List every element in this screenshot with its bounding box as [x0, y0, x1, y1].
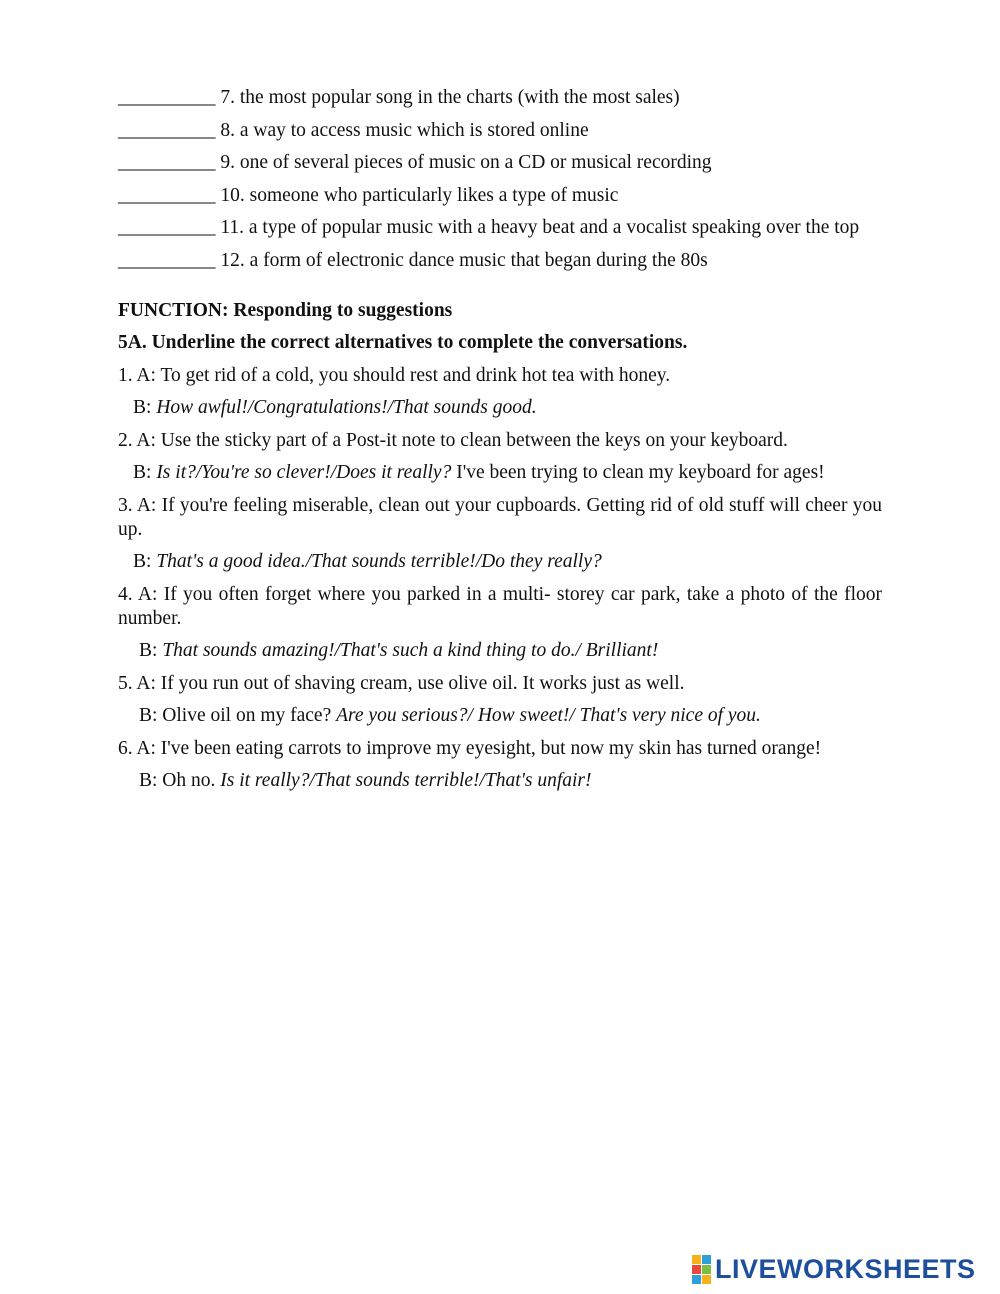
logo-blocks-icon [692, 1255, 711, 1284]
b-prefix: B: [139, 640, 163, 661]
logo-block [702, 1265, 711, 1274]
function-heading: FUNCTION: Responding to suggestions [118, 299, 453, 321]
conversation-5-b [118, 704, 882, 728]
conversation-4-a: 4. A: If you often forget where you parked in a multi- storey car park, take a photo of the floor number. [118, 583, 882, 629]
conversation-2-b [118, 461, 882, 485]
answer-blank[interactable]: __________ [118, 217, 216, 238]
conversation-5-a: 5. A: If you run out of shaving cream, use olive oil. It works just as well. [118, 672, 685, 694]
vocab-item-text: 7. the most popular song in the charts (with the most sales) [215, 87, 680, 108]
conversation-list [118, 364, 882, 794]
answer-options[interactable]: That's a good idea./That sounds terrible!/Do they really? [156, 551, 602, 572]
b-prefix: B: Oh no. [139, 770, 221, 791]
logo-block [692, 1255, 701, 1264]
vocab-list [118, 86, 882, 273]
conversation-6-b [118, 769, 882, 793]
logo-block [702, 1255, 711, 1264]
b-prefix: B: [133, 462, 157, 483]
logo-block [692, 1275, 701, 1284]
logo-text: LIVEWORKSHEETS [715, 1254, 976, 1284]
answer-blank[interactable]: __________ [118, 119, 216, 141]
answer-options[interactable]: How awful!/Congratulations!/That sounds good. [156, 397, 537, 418]
b-suffix: I've been trying to clean my keyboard for ages! [451, 462, 825, 483]
answer-blank[interactable]: __________ [118, 184, 216, 206]
answer-options[interactable]: Is it really?/That sounds terrible!/That's unfair! [220, 770, 592, 791]
answer-blank[interactable]: __________ [118, 152, 216, 173]
vocab-item-text: 9. one of several pieces of music on a CD or musical recording [215, 152, 712, 173]
vocab-item-8 [118, 119, 882, 143]
answer-options[interactable]: That sounds amazing!/That's such a kind thing to do./ Brilliant! [162, 640, 659, 661]
exercise-heading: 5A. Underline the correct alternatives to complete the conversations. [118, 332, 688, 353]
answer-options[interactable]: Are you serious?/ How sweet!/ That's very nice of you. [336, 705, 761, 726]
answer-options[interactable]: Is it?/You're so clever!/Does it really? [156, 462, 452, 483]
liveworksheets-logo [692, 1254, 992, 1284]
logo-block [692, 1265, 701, 1274]
answer-blank[interactable]: __________ [118, 87, 216, 108]
vocab-item-text: 10. someone who particularly likes a type of music [215, 184, 619, 206]
section-spacer [118, 273, 882, 299]
b-prefix: B: Olive oil on my face? [139, 705, 337, 726]
conversation-6-a: 6. A: I've been eating carrots to improve my eyesight, but now my skin has turned orange! [118, 737, 822, 759]
vocab-item-text: 11. a type of popular music with a heavy beat and a vocalist speaking over the top [215, 217, 860, 238]
logo-block [702, 1275, 711, 1284]
vocab-item-12 [118, 249, 882, 273]
vocab-item-7 [118, 86, 882, 110]
vocab-item-text: 12. a form of electronic dance music that began during the 80s [215, 249, 708, 271]
answer-blank[interactable]: __________ [118, 249, 216, 271]
conversation-4-b [118, 639, 882, 663]
conversation-2-a: 2. A: Use the sticky part of a Post-it note to clean between the keys on your keyboard. [118, 429, 788, 451]
conversation-1-a: 1. A: To get rid of a cold, you should rest and drink hot tea with honey. [118, 364, 671, 386]
conversation-1-b [118, 396, 882, 420]
conversation-3-a: 3. A: If you're feeling miserable, clean out your cupboards. Getting rid of old stuff will cheer you up. [118, 494, 882, 540]
vocab-item-11 [118, 216, 882, 240]
vocab-item-10 [118, 184, 882, 208]
vocab-item-9 [118, 151, 882, 175]
vocab-item-text: 8. a way to access music which is stored online [215, 119, 589, 141]
conversation-3-b [118, 550, 882, 574]
b-prefix: B: [133, 397, 157, 418]
worksheet-page [118, 86, 882, 802]
b-prefix: B: [133, 551, 157, 572]
